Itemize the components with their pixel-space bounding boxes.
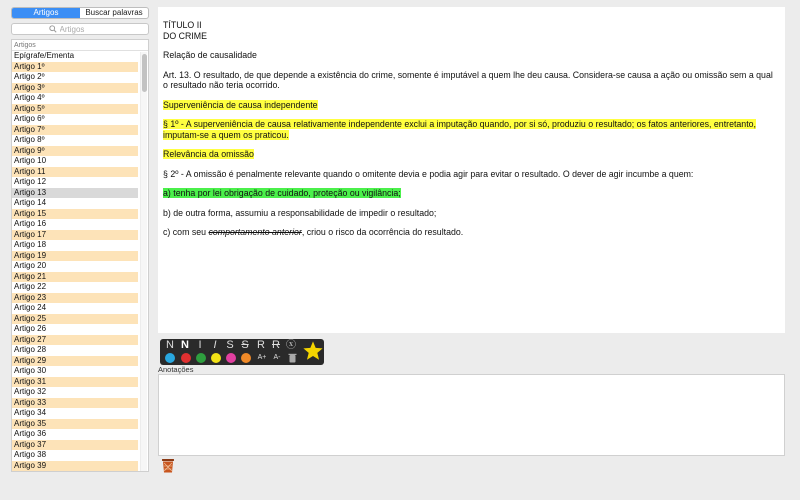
- item-c: [163, 227, 780, 238]
- list-item[interactable]: Artigo 36: [14, 429, 47, 438]
- color-yellow-button[interactable]: [211, 353, 221, 363]
- upright-i-button[interactable]: I: [198, 339, 202, 351]
- clear-icon[interactable]: ⓧ: [286, 340, 296, 351]
- list-item[interactable]: Artigo 2º: [14, 72, 45, 81]
- list-item[interactable]: Artigo 13: [12, 188, 138, 199]
- color-orange-button[interactable]: [241, 353, 251, 363]
- font-increase-button[interactable]: A+: [257, 354, 267, 361]
- normal-text-button[interactable]: N: [166, 339, 174, 351]
- item-c-post: , criou o risco da ocorrência do resultado.: [301, 227, 464, 237]
- remove-strike-button[interactable]: R: [272, 339, 280, 351]
- search-input[interactable]: [60, 25, 112, 34]
- list-item[interactable]: Artigo 11: [12, 167, 138, 178]
- strikethrough-button[interactable]: S: [241, 339, 249, 351]
- list-item[interactable]: Artigo 28: [14, 345, 47, 354]
- item-a: a) tenha por lei obrigação de cuidado, proteção ou vigilância;: [163, 188, 401, 198]
- list-item[interactable]: Artigo 7º: [12, 125, 138, 136]
- tab-artigos[interactable]: Artigos: [12, 8, 80, 18]
- italic-button[interactable]: I: [213, 339, 217, 351]
- list-item[interactable]: Artigo 18: [14, 240, 47, 249]
- title-line-1: TÍTULO II: [163, 20, 202, 30]
- list-item[interactable]: Artigo 39: [12, 461, 138, 472]
- list-items: [12, 51, 138, 471]
- list-item[interactable]: Artigo 25: [12, 314, 138, 325]
- subheading-superveniencia: Superveniência de causa independente: [163, 99, 318, 110]
- notes-label: Anotações: [158, 365, 194, 374]
- trash-icon[interactable]: [161, 458, 175, 473]
- list-scrollbar[interactable]: [140, 52, 147, 471]
- list-item[interactable]: Artigo 20: [14, 261, 47, 270]
- list-item[interactable]: Artigo 23: [12, 293, 138, 304]
- bold-button[interactable]: N: [181, 339, 189, 351]
- color-green-button[interactable]: [196, 353, 206, 363]
- notes-area[interactable]: [158, 374, 785, 456]
- article-list: [11, 39, 149, 472]
- font-decrease-button[interactable]: A-: [273, 354, 281, 361]
- paragraph-1: § 1º - A superveniência de causa relativamente independente exclui a imputação quando, por si só, produziu o resultado; os fatos anteriores, entretanto, imputam-se a quem os praticou.: [163, 119, 756, 140]
- color-blue-button[interactable]: [165, 353, 175, 363]
- list-item[interactable]: Artigo 26: [14, 324, 47, 333]
- color-red-button[interactable]: [181, 353, 191, 363]
- list-item[interactable]: Artigo 38: [14, 450, 47, 459]
- title-line-2: DO CRIME: [163, 30, 207, 41]
- list-header: Artigos: [12, 40, 148, 51]
- list-item[interactable]: Artigo 8º: [14, 135, 45, 144]
- list-item[interactable]: Artigo 6º: [14, 114, 45, 123]
- list-item[interactable]: Artigo 34: [14, 408, 47, 417]
- search-icon: [49, 25, 57, 33]
- list-item[interactable]: Artigo 37: [12, 440, 138, 451]
- list-item[interactable]: Artigo 15: [12, 209, 138, 220]
- subheading-relevancia: Relevância da omissão: [163, 149, 254, 159]
- notes-textarea[interactable]: [159, 375, 784, 455]
- list-item[interactable]: Artigo 22: [14, 282, 47, 291]
- sidebar-segmented-control: [11, 7, 149, 19]
- list-item[interactable]: Artigo 10: [14, 156, 47, 165]
- list-item[interactable]: Artigo 4º: [14, 93, 45, 102]
- list-item[interactable]: Artigo 24: [14, 303, 47, 312]
- article-caput: Art. 13. O resultado, de que depende a existência do crime, somente é imputável a quem lhe deu causa. Considera-se causa a ação ou omissão sem a qual o resultado não teria ocorrido.: [163, 69, 773, 90]
- list-item[interactable]: Artigo 5º: [12, 104, 138, 115]
- list-item[interactable]: Artigo 1º: [12, 62, 138, 73]
- list-item[interactable]: Artigo 31: [12, 377, 138, 388]
- list-item[interactable]: Artigo 19: [12, 251, 138, 262]
- list-item[interactable]: Artigo 30: [14, 366, 47, 375]
- list-item[interactable]: Artigo 29: [12, 356, 138, 367]
- item-b: b) de outra forma, assumiu a responsabilidade de impedir o resultado;: [163, 207, 437, 218]
- remove-format-button[interactable]: R: [257, 339, 265, 351]
- list-item[interactable]: Artigo 9º: [12, 146, 138, 157]
- list-item[interactable]: Epígrafe/Ementa: [14, 51, 75, 60]
- item-c-strike: comportamento anterior: [208, 227, 302, 237]
- trash-small-icon[interactable]: [288, 353, 297, 363]
- list-item[interactable]: Artigo 21: [12, 272, 138, 283]
- search-field[interactable]: [11, 23, 149, 35]
- strike-s-button[interactable]: S: [226, 339, 234, 351]
- section-heading: Relação de causalidade: [163, 50, 257, 60]
- article-text-pane[interactable]: [158, 7, 785, 333]
- list-item[interactable]: Artigo 35: [12, 419, 138, 430]
- list-item[interactable]: Artigo 17: [12, 230, 138, 241]
- color-pink-button[interactable]: [226, 353, 236, 363]
- list-item[interactable]: Artigo 12: [14, 177, 47, 186]
- star-favorite-icon[interactable]: [302, 340, 324, 362]
- list-item[interactable]: Artigo 27: [12, 335, 138, 346]
- tab-buscar-palavras[interactable]: Buscar palavras: [85, 8, 143, 17]
- list-item[interactable]: Artigo 16: [14, 219, 47, 228]
- scrollbar-thumb[interactable]: [142, 54, 147, 92]
- list-item[interactable]: Artigo 14: [14, 198, 47, 207]
- paragraph-2: § 2º - A omissão é penalmente relevante quando o omitente devia e podia agir para evitar o resultado. O dever de agir incumbe a quem:: [163, 168, 694, 179]
- item-c-pre: c) com seu: [163, 227, 209, 237]
- list-item[interactable]: Artigo 3º: [12, 83, 138, 94]
- list-item[interactable]: Artigo 32: [14, 387, 47, 396]
- list-item[interactable]: Artigo 33: [12, 398, 138, 409]
